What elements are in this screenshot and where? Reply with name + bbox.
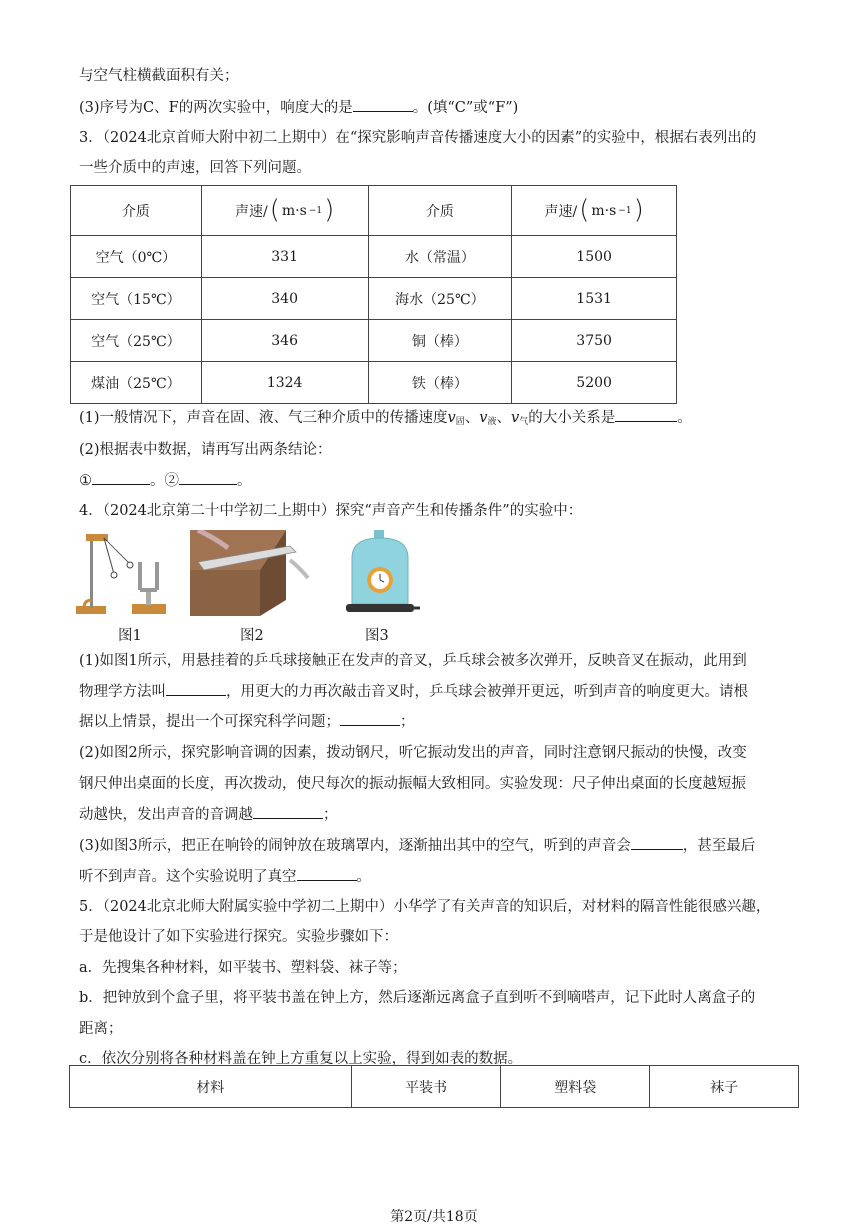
table-cell: 煤油（25℃） <box>71 362 202 404</box>
text-line: 物理学方法叫 ，用更大的力再次敲击音叉时，乒乓球会被弹开更远，听到声音的响度更大。请根 <box>79 681 748 702</box>
text-line: 据以上情景，提出一个可探究科学问题； ； <box>79 711 415 732</box>
table-header: 平装书 <box>351 1066 501 1108</box>
text-line: 钢尺伸出桌面的长度，再次拨动，使尺每次的振动振幅大致相同。实验发现：尺子伸出桌面的长度越短振 <box>79 776 746 792</box>
page-footer: 第2页/共18页 <box>390 1209 478 1225</box>
table-cell: 1500 <box>512 236 677 278</box>
text-line: 动越快，发出声音的音调越 ； <box>79 804 338 825</box>
table-cell: 346 <box>201 320 368 362</box>
table-row <box>71 362 677 404</box>
table-cell: 海水（25℃） <box>368 278 512 320</box>
question-3-stem: 3．（2024北京首师大附中初二上期中）在“探究影响声音传播速度大小的因素”的实验中，根据右表列出的 <box>79 130 757 146</box>
table-header: 声速/ ( m·s −1 ) <box>201 186 368 236</box>
table-cell: 铜（棒） <box>368 320 512 362</box>
answer-blank[interactable] <box>615 407 677 422</box>
text-line: ① 。② 。 <box>79 470 252 491</box>
table-cell: 5200 <box>512 362 677 404</box>
text-line: (3)如图3所示，把正在响铃的闹钟放在玻璃罩内，逐渐抽出其中的空气，听到的声音会 ，甚至最后 <box>79 835 755 856</box>
table-row <box>71 278 677 320</box>
table-cell: 331 <box>201 236 368 278</box>
text-line: 听不到声音。这个实验说明了真空 。 <box>79 866 371 887</box>
tuning-fork-figure <box>74 528 174 618</box>
text-line: 于是他设计了如下实验进行探究。实验步骤如下： <box>79 929 398 945</box>
answer-blank[interactable] <box>297 866 357 881</box>
text-line: c．依次分别将各种材料盖在钟上方重复以上实验，得到如表的数据。 <box>79 1051 523 1067</box>
text-line: 距离； <box>79 1021 123 1037</box>
answer-blank[interactable] <box>631 835 683 850</box>
question-4-stem: 4．（2024北京第二十中学初二上期中）探究“声音产生和传播条件”的实验中： <box>79 503 583 519</box>
text-line: (3)序号为C、F的两次实验中，响度大的是 。(填“C”或“F”) <box>79 97 518 118</box>
table-cell: 1531 <box>512 278 677 320</box>
text-line: (2)根据表中数据，请再写出两条结论： <box>79 442 332 458</box>
table-cell: 3750 <box>512 320 677 362</box>
table-header: 介质 <box>368 186 512 236</box>
table-header: 声速/ ( m·s −1 ) <box>512 186 677 236</box>
figure-1-caption: 图1 <box>118 628 142 644</box>
text-line: (1)如图1所示，用悬挂着的乒乓球接触正在发声的音叉，乒乓球会被多次弹开，反映音叉在振动，此用到 <box>79 653 747 669</box>
figure-2-caption: 图2 <box>240 628 264 644</box>
text-line: 与空气柱横截面积有关； <box>79 68 239 84</box>
table-cell: 空气（15℃） <box>71 278 202 320</box>
answer-blank[interactable] <box>253 804 323 819</box>
text-line: 一些介质中的声速，回答下列问题。 <box>79 160 311 176</box>
table-cell: 1324 <box>201 362 368 404</box>
text-line: a．先搜集各种材料，如平装书、塑料袋、袜子等； <box>79 960 407 976</box>
answer-blank[interactable] <box>179 470 237 485</box>
table-cell: 空气（0℃） <box>71 236 202 278</box>
table-cell: 340 <box>201 278 368 320</box>
sound-speed-table <box>70 185 677 404</box>
bell-jar-figure <box>340 528 420 620</box>
text-line: b．把钟放到个盒子里，将平装书盖在钟上方，然后逐渐远离盒子直到听不到嘀嗒声，记下此时人离盒子的 <box>79 990 756 1006</box>
answer-blank[interactable] <box>92 470 150 485</box>
ruler-table-figure <box>190 530 312 620</box>
table-header: 材料 <box>70 1066 352 1108</box>
table-row <box>71 236 677 278</box>
text-line: (1)一般情况下，声音在固、液、气三种介质中的传播速度$v_固$、$v_液$、$v_气$的大小关系是 。 <box>79 407 692 432</box>
table-header: 介质 <box>71 186 202 236</box>
answer-blank[interactable] <box>340 711 400 726</box>
question-5-stem: 5．（2024北京北师大附属实验中学初二上期中）小华学了有关声音的知识后，对材料的隔音性能很感兴趣， <box>79 899 771 915</box>
table-header-row <box>71 186 677 236</box>
table-cell: 铁（棒） <box>368 362 512 404</box>
table-header: 塑料袋 <box>501 1066 650 1108</box>
table-cell: 空气（25℃） <box>71 320 202 362</box>
table-cell: 水（常温） <box>368 236 512 278</box>
materials-table <box>69 1065 799 1108</box>
table-header-row <box>70 1066 799 1108</box>
answer-blank[interactable] <box>353 97 413 112</box>
text-line: (2)如图2所示，探究影响音调的因素，拨动钢尺，听它振动发出的声音，同时注意钢尺振动的快慢，改变 <box>79 745 747 761</box>
table-header: 袜子 <box>650 1066 799 1108</box>
answer-blank[interactable] <box>166 681 226 696</box>
figure-3-caption: 图3 <box>365 628 389 644</box>
table-row <box>71 320 677 362</box>
